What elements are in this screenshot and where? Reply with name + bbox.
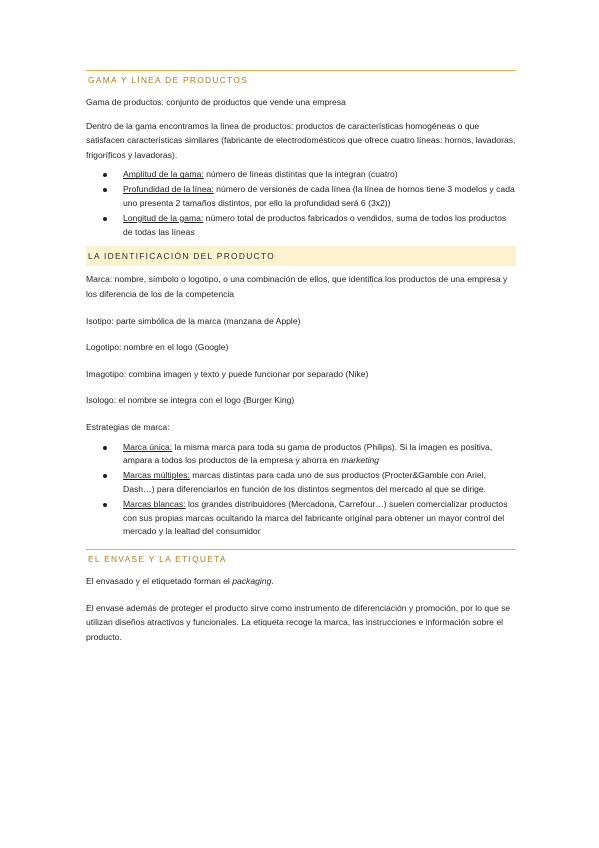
bullet-text: número total de productos fabricados o vendidos, suma de todos los productos de todas las líneas bbox=[123, 212, 507, 237]
paragraph-marca: Marca: nombre, símbolo o logotipo, o una combinación de ellos, que identifica los productos de una empresa y los diferencia de los de la competencia bbox=[86, 274, 508, 299]
bullet-term: Longitud de la gama: bbox=[123, 212, 204, 223]
paragraph-linea-definition: Dentro de la gama encontramos la línea de productos: productos de características homogéneas o que satisfacen características similares (fabricante de electrodomésticos que ofrece cuatro líneas: hornos, lavadoras, frigoríficos y lavadoras). bbox=[86, 120, 516, 160]
bullet-emphasis: marketing bbox=[341, 455, 380, 466]
bullet-icon bbox=[103, 217, 107, 221]
paragraph-envase: El envase además de proteger el producto sirve como instrumento de diferenciación y promoción, por lo que se utilizan diseños atractivos y funcionales. La etiqueta recoge la marca, las instrucciones e información sobre el producto. bbox=[86, 602, 511, 642]
paragraph-gama-definition: Gama de productos: conjunto de productos que vende una empresa bbox=[86, 97, 346, 107]
paragraph-packaging bbox=[86, 574, 516, 589]
bullet-text: la misma marca para toda su gama de productos (Philips). Si la imagen es positiva, ampara a todos los productos de la empresa y ahorra en bbox=[123, 441, 493, 466]
bullet-icon bbox=[103, 188, 107, 192]
bullet-text: marcas distintas para cada uno de sus productos (Procter&Gamble con Ariel, Dash…) para diferenciarlos en función de los distintos segmentos del mercado al que se dirige. bbox=[123, 470, 487, 494]
list-item bbox=[86, 441, 516, 469]
section-heading-gama: GAMA Y LÍNEA DE PRODUCTOS bbox=[88, 75, 249, 85]
bullet-text: los grandes distribuidores (Mercadona, Carrefour…) suelen comercializar productos con sus propias marcas ocultando la marca del fabricante original para obtener un mayor control del mercado y la lealtad del consumidor bbox=[123, 498, 508, 537]
list-item bbox=[86, 183, 516, 211]
bullet-term: Marca única: bbox=[123, 441, 173, 452]
bullet-term: Marcas blancas: bbox=[123, 498, 186, 509]
paragraph-isologo: Isologo: el nombre se integra con el logo (Burger King) bbox=[86, 395, 295, 406]
bullet-term: Profundidad de la línea: bbox=[123, 184, 214, 195]
paragraph-end: . bbox=[271, 576, 274, 587]
bullet-icon bbox=[103, 474, 107, 478]
paragraph-imagotipo: Imagotipo: combina imagen y texto y puede funcionar por separado (Nike) bbox=[86, 368, 369, 379]
paragraph-isotipo: Isotipo: parte simbólica de la marca (manzana de Apple) bbox=[86, 315, 301, 326]
bullet-icon bbox=[103, 446, 107, 450]
gama-bullet-list bbox=[86, 168, 516, 239]
section-heading-identificacion: LA IDENTIFICACIÓN DEL PRODUCTO bbox=[86, 246, 516, 266]
list-item bbox=[86, 212, 516, 240]
bullet-term: Amplitud de la gama: bbox=[123, 169, 204, 180]
bullet-term: Marcas múltiples: bbox=[123, 470, 190, 481]
paragraph-text: El envasado y el etiquetado forman el bbox=[86, 576, 233, 587]
document-page bbox=[86, 70, 516, 644]
list-item bbox=[86, 168, 516, 182]
section-heading-envase: EL ENVASE Y LA ETIQUETA bbox=[88, 554, 227, 565]
bullet-text: número de versiones de cada línea (la línea de hornos tiene 3 modelos y cada uno presenta 2 tamaños distintos, por ello la profundidad será 6 (3x2)) bbox=[123, 184, 515, 208]
bullet-icon bbox=[103, 173, 107, 177]
paragraph-logotipo: Logotipo: nombre en el logo (Google) bbox=[86, 342, 229, 353]
paragraph-estrategias: Estrategias de marca: bbox=[86, 421, 170, 432]
list-item bbox=[86, 498, 516, 539]
list-item bbox=[86, 469, 516, 497]
bullet-text: número de líneas distintas que la integran (cuatro) bbox=[203, 169, 398, 180]
packaging-emphasis: packaging bbox=[232, 576, 272, 587]
bullet-icon bbox=[103, 503, 107, 507]
marca-bullet-list bbox=[86, 441, 516, 540]
